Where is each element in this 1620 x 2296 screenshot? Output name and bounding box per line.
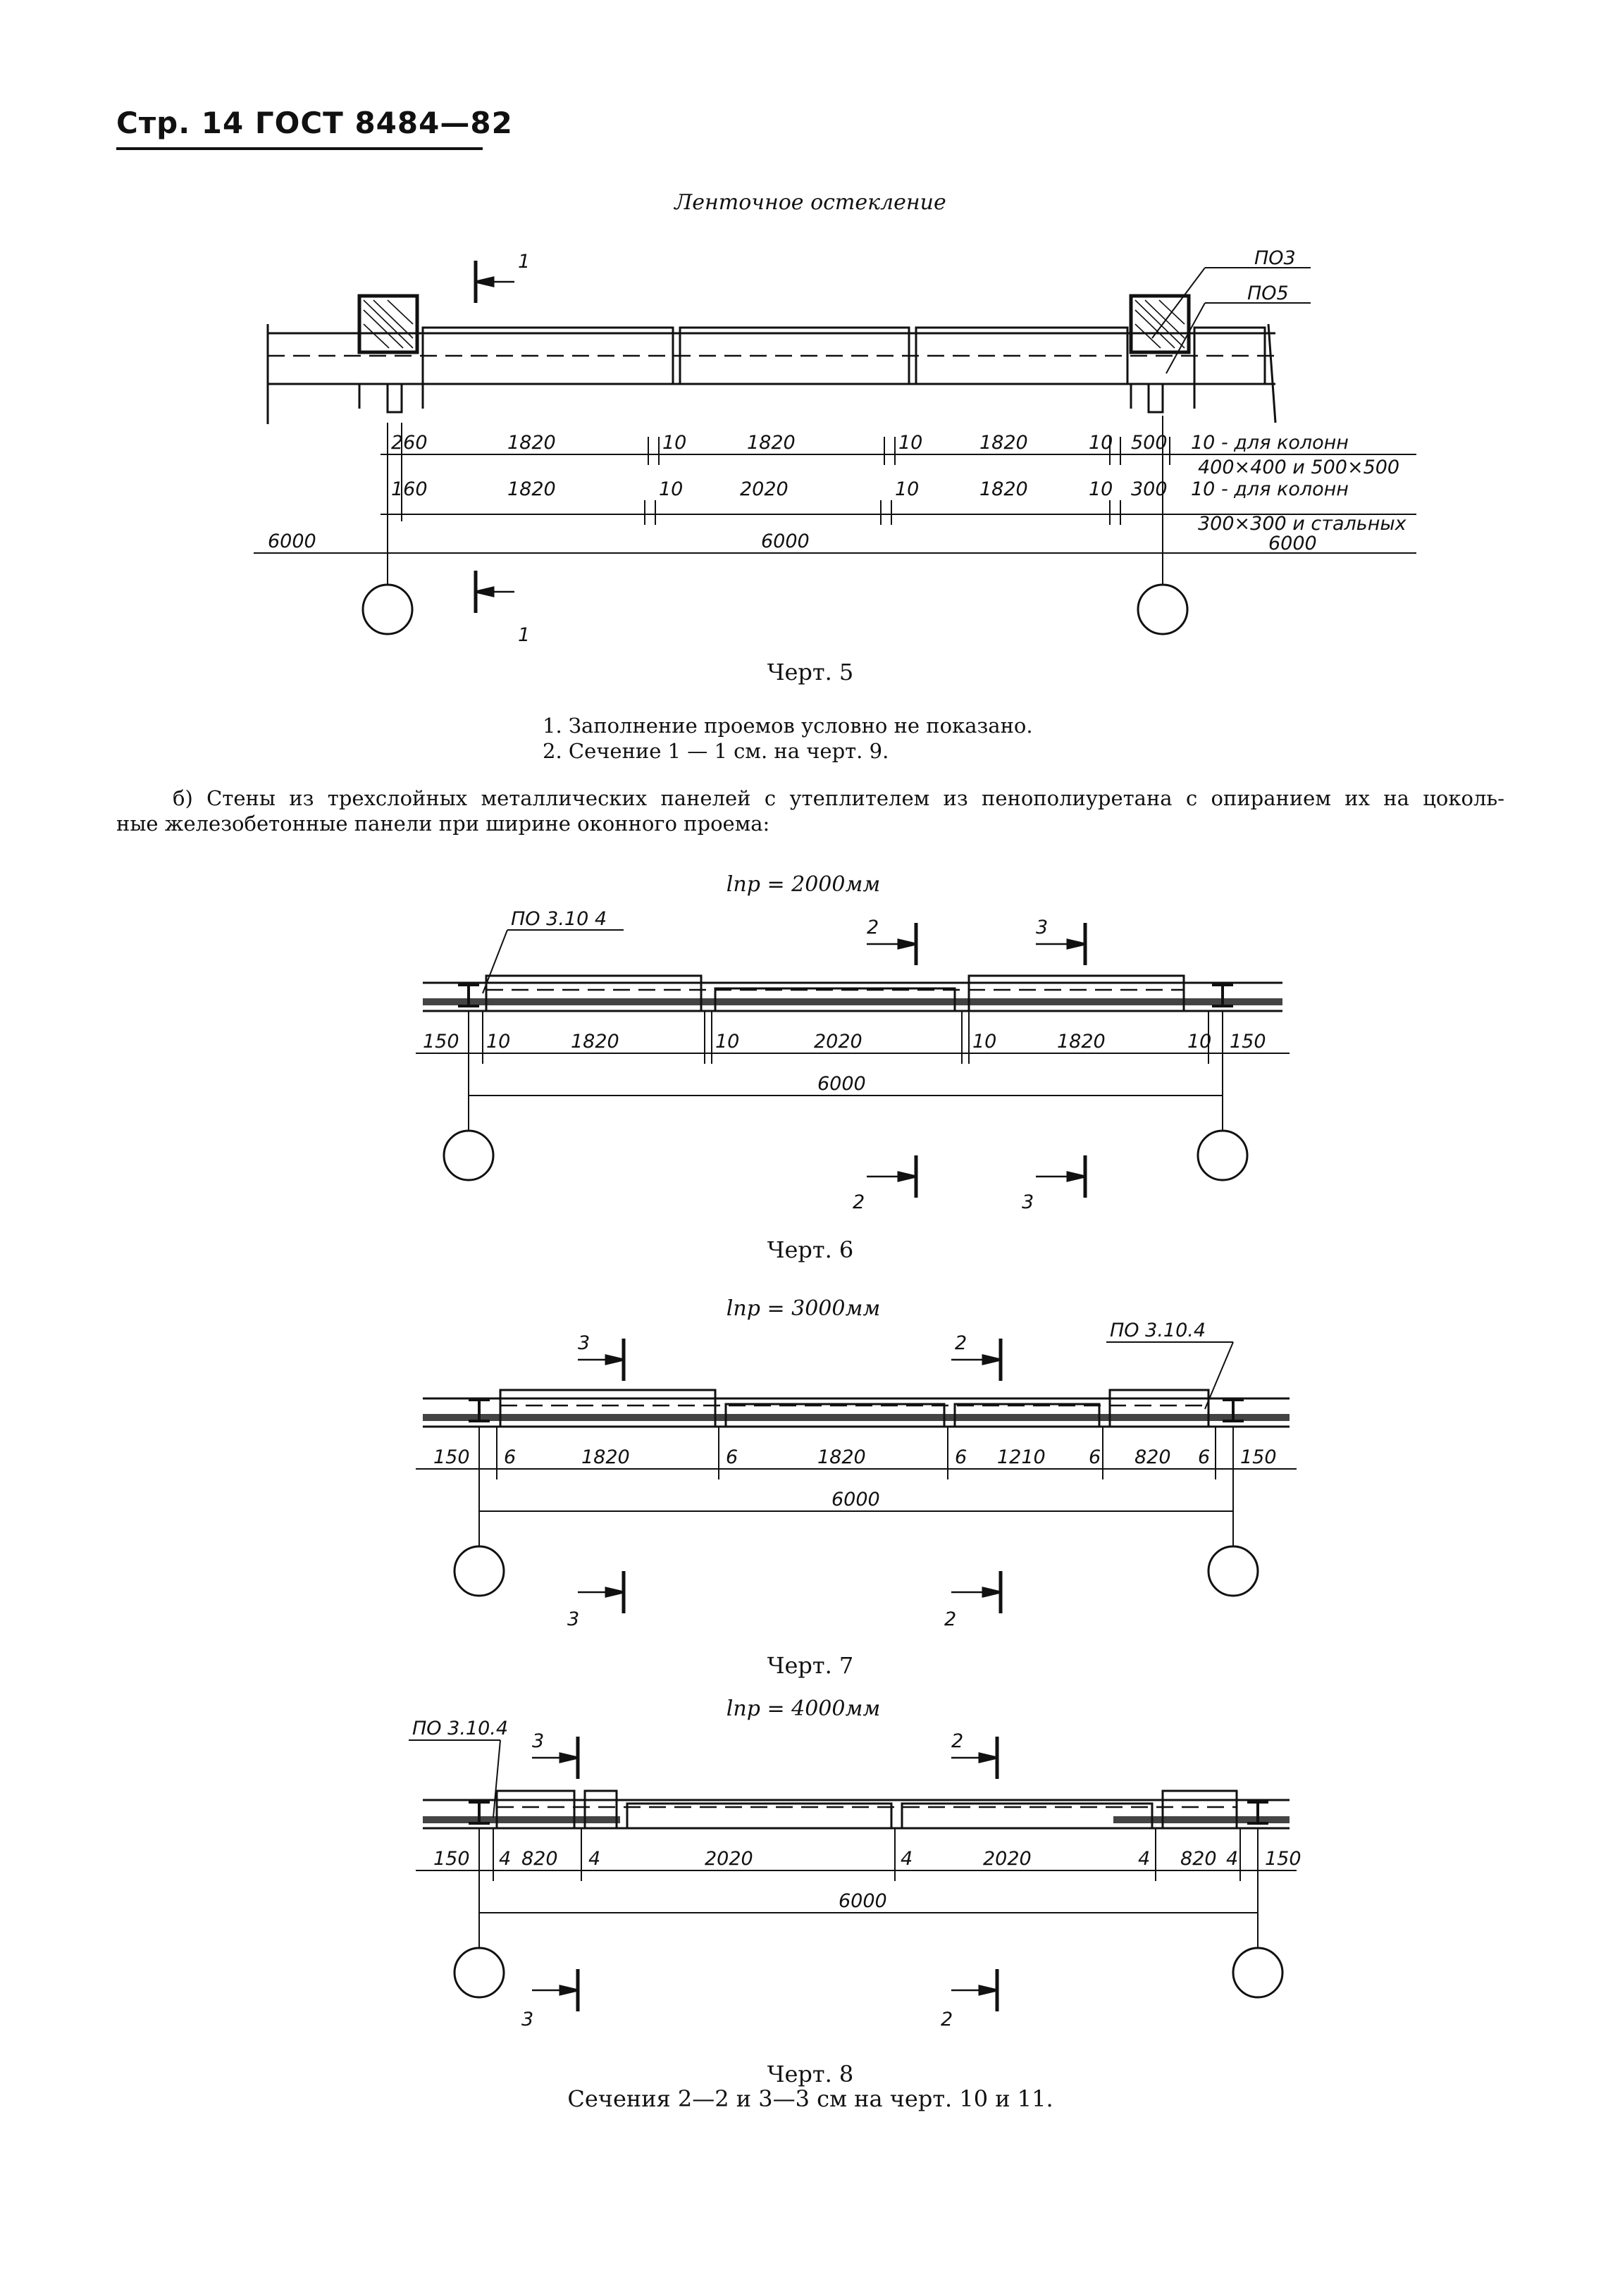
- fig5-mark-po3: ПО3: [1254, 247, 1296, 269]
- paragraph-b: [116, 786, 1504, 836]
- fig7-d8: 820: [1134, 1446, 1171, 1468]
- fig7-mark: ПО 3.10.4: [1110, 1320, 1206, 1341]
- section-title: Ленточное остекление: [674, 190, 946, 215]
- fig7-d5: 6: [955, 1446, 967, 1468]
- fig8-d0: 150: [433, 1848, 470, 1870]
- fig7-d1: 6: [504, 1446, 517, 1468]
- fig5-r2-d1: 1820: [507, 478, 556, 500]
- fig7-d9: 6: [1198, 1446, 1211, 1468]
- note-2: 2. Сечение 1 — 1 см. на черт. 9.: [543, 739, 889, 763]
- fig5-r1-d3: 1820: [747, 432, 796, 454]
- fig5-r2-d7: 300: [1131, 478, 1168, 500]
- fig6-mark: ПО 3.10 4: [511, 908, 607, 930]
- fig6-lpr: lпр = 2000мм: [726, 872, 881, 897]
- fig8-d6: 2020: [983, 1848, 1032, 1870]
- fig8-mark: ПО 3.10.4: [412, 1718, 509, 1739]
- fig6-d3: 10: [715, 1031, 740, 1053]
- fig8-d3: 4: [588, 1848, 601, 1870]
- fig6-caption: Черт. 6: [767, 1236, 854, 1263]
- fig8-section-2-bottom: 2: [941, 2009, 953, 2030]
- page-number: Стр. 14: [116, 106, 245, 140]
- fig7-caption: Черт. 7: [767, 1652, 854, 1679]
- fig5-section-bottom: 1: [518, 624, 531, 646]
- fig8-d1: 4: [499, 1848, 512, 1870]
- header-text: [116, 106, 513, 140]
- fig6-d4: 2020: [814, 1031, 862, 1053]
- fig7-d7: 6: [1089, 1446, 1101, 1468]
- fig7-section-3-top: 3: [578, 1332, 591, 1354]
- fig5-r2-d5: 1820: [979, 478, 1028, 500]
- paragraph-b-line2: ные железобетонные панели при ширине оконного проема:: [116, 812, 770, 836]
- fig5-r1-d7: 500: [1131, 432, 1168, 454]
- fig5-r2-d2: 10: [659, 478, 684, 500]
- fig6-d8: 150: [1230, 1031, 1266, 1053]
- fig8-section-3-bottom: 3: [521, 2009, 534, 2030]
- fig7-d4: 1820: [817, 1446, 866, 1468]
- fig8-d8: 820: [1180, 1848, 1217, 1870]
- fig5-r2-d0: 160: [391, 478, 428, 500]
- fig5-mark-po5: ПО5: [1247, 283, 1289, 304]
- fig6-drawing: [409, 905, 1311, 1236]
- fig8-d7: 4: [1138, 1848, 1151, 1870]
- fig5-span-right: 6000: [1268, 533, 1317, 554]
- fig6-section-2-bottom: 2: [853, 1191, 865, 1213]
- fig7-section-2-top: 2: [955, 1332, 967, 1354]
- fig7-section-2-bottom: 2: [944, 1608, 957, 1630]
- fig5-span-mid: 6000: [761, 530, 810, 552]
- fig5-r1-note1: 10 - для колонн: [1191, 432, 1349, 454]
- fig6-d1: 10: [486, 1031, 511, 1053]
- fig5-r2-d3: 2020: [740, 478, 789, 500]
- fig8-lpr: lпр = 4000мм: [726, 1696, 881, 1721]
- doc-code: ГОСТ 8484—82: [254, 106, 513, 140]
- fig5-r2-d6: 10: [1089, 478, 1113, 500]
- fig6-section-2-top: 2: [867, 917, 879, 938]
- footer-note: Сечения 2—2 и 3—3 см на черт. 10 и 11.: [567, 2085, 1053, 2112]
- fig7-lpr: lпр = 3000мм: [726, 1296, 881, 1321]
- fig8-caption: Черт. 8: [767, 2061, 854, 2087]
- fig7-span: 6000: [831, 1489, 880, 1510]
- fig8-d9: 4: [1226, 1848, 1239, 1870]
- fig8-d2: 820: [521, 1848, 558, 1870]
- fig5-caption: Черт. 5: [767, 659, 854, 685]
- note-1: 1. Заполнение проемов условно не показано.: [543, 714, 1033, 738]
- fig8-section-3-top: 3: [532, 1730, 545, 1752]
- fig6-section-3-top: 3: [1036, 917, 1049, 938]
- fig5-r2-note2: 300×300 и стальных: [1198, 513, 1406, 535]
- fig8-d5: 4: [901, 1848, 913, 1870]
- fig8-span: 6000: [839, 1890, 887, 1912]
- page-header: [116, 106, 513, 150]
- fig5-section-top: 1: [518, 251, 531, 273]
- paragraph-b-line1: б) Стены из трехслойных металлических панелей с утеплителем из пенополиуретана с опиранием их на цоколь-: [173, 786, 1504, 810]
- fig6-d6: 1820: [1057, 1031, 1106, 1053]
- fig7-d2: 1820: [581, 1446, 630, 1468]
- fig5-r2-d4: 10: [895, 478, 920, 500]
- fig7-section-3-bottom: 3: [567, 1608, 580, 1630]
- fig6-d5: 10: [972, 1031, 997, 1053]
- fig5-r1-d4: 10: [898, 432, 923, 454]
- fig5-drawing: [254, 240, 1452, 662]
- fig7-d3: 6: [726, 1446, 738, 1468]
- fig5-r1-d0: 260: [391, 432, 428, 454]
- fig8-section-2-top: 2: [951, 1730, 964, 1752]
- fig8-drawing: [395, 1712, 1325, 2050]
- fig6-d2: 1820: [571, 1031, 619, 1053]
- fig5-span-left: 6000: [268, 530, 316, 552]
- fig6-section-3-bottom: 3: [1022, 1191, 1034, 1213]
- fig5-r1-d2: 10: [662, 432, 687, 454]
- fig5-r1-note2: 400×400 и 500×500: [1198, 457, 1400, 478]
- fig6-d7: 10: [1187, 1031, 1212, 1053]
- fig7-drawing: [409, 1314, 1318, 1652]
- fig6-d0: 150: [423, 1031, 459, 1053]
- fig7-d0: 150: [433, 1446, 470, 1468]
- header-rule: [116, 147, 483, 150]
- fig7-d6: 1210: [997, 1446, 1046, 1468]
- fig7-d10: 150: [1240, 1446, 1277, 1468]
- fig8-d10: 150: [1265, 1848, 1301, 1870]
- fig5-r1-d1: 1820: [507, 432, 556, 454]
- fig8-d4: 2020: [705, 1848, 753, 1870]
- fig5-r1-d5: 1820: [979, 432, 1028, 454]
- fig5-r1-d6: 10: [1089, 432, 1113, 454]
- fig5-r2-note1: 10 - для колонн: [1191, 478, 1349, 500]
- fig6-span: 6000: [817, 1073, 866, 1095]
